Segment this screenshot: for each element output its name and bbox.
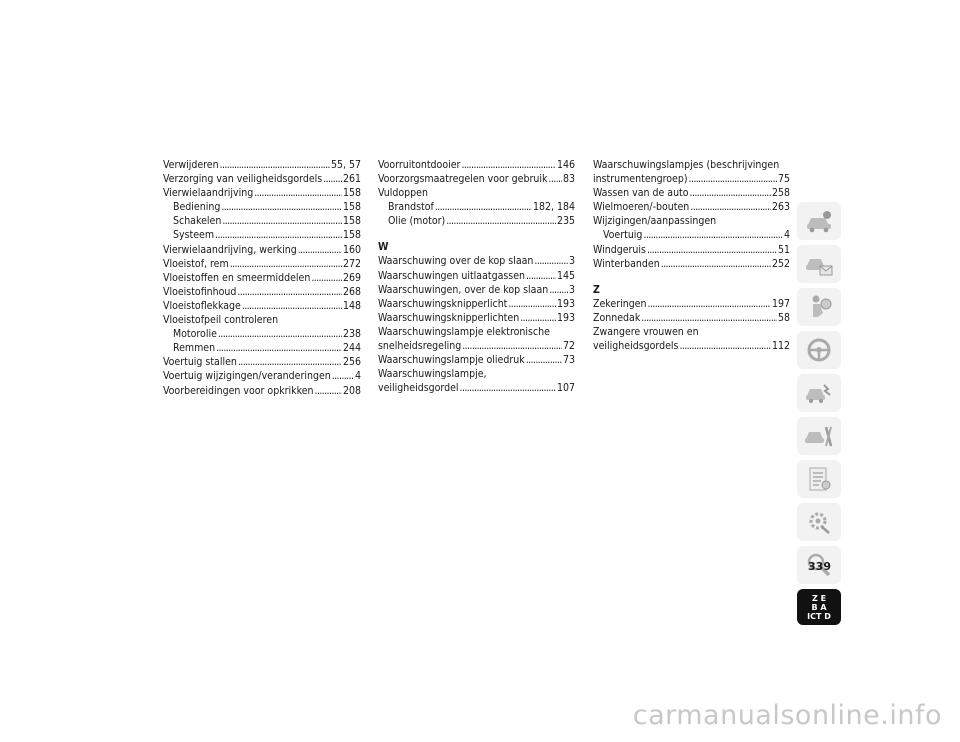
- entry-page-ref[interactable]: 193: [556, 297, 575, 310]
- dot-leader: [461, 158, 556, 172]
- entry-term: Wassen van de auto: [593, 187, 689, 200]
- entry-term: Zonnedak: [593, 311, 641, 324]
- entry-term: Motorolie: [173, 328, 217, 341]
- index-entry: [378, 297, 575, 311]
- entry-term: Voorbereidingen voor opkrikken: [163, 384, 314, 397]
- entry-term: Verzorging van veiligheidsgordels: [163, 173, 323, 186]
- index-entry: [163, 299, 361, 313]
- index-subentry: [163, 200, 361, 214]
- steering-wheel-icon: [804, 336, 834, 364]
- entry-page-ref[interactable]: 182, 184: [532, 201, 575, 214]
- index-entry: [378, 339, 575, 353]
- dot-leader: [332, 369, 354, 383]
- index-entry: [378, 353, 575, 367]
- index-entry: [163, 243, 361, 257]
- car-info-icon: [804, 207, 834, 235]
- index-entry: [163, 172, 361, 186]
- entry-page-ref[interactable]: 158: [342, 229, 361, 242]
- entry-term: Voertuig wijzigingen/veranderingen: [163, 370, 331, 383]
- dot-leader: [534, 254, 568, 268]
- index-entry: [378, 381, 575, 395]
- entry-page-ref[interactable]: 72: [562, 340, 575, 353]
- index-entry: Wijzigingen/aanpassingen: [593, 215, 717, 228]
- entry-page-ref[interactable]: 244: [342, 342, 361, 355]
- index-column-2: [378, 158, 575, 395]
- entry-page-ref[interactable]: 158: [342, 201, 361, 214]
- index-entry: Waarschuwingslampje,: [378, 368, 487, 381]
- index-entry: [163, 369, 361, 383]
- index-subentry: [593, 228, 790, 242]
- entry-page-ref[interactable]: 4: [783, 229, 790, 242]
- index-entry: [163, 285, 361, 299]
- entry-term: Olie (motor): [388, 215, 446, 228]
- tab-steering[interactable]: [797, 331, 841, 369]
- entry-page-ref[interactable]: 208: [342, 384, 361, 397]
- entry-page-ref[interactable]: 3: [568, 255, 575, 268]
- entry-term: Brandstof: [388, 201, 434, 214]
- index-entry: Vuldoppen: [378, 187, 428, 200]
- index-entry: [593, 200, 790, 214]
- index-entry: [378, 269, 575, 283]
- dot-leader: [254, 186, 342, 200]
- index-subentry: [163, 228, 361, 242]
- tab-crash[interactable]: [797, 374, 841, 412]
- tab-settings[interactable]: [797, 503, 841, 541]
- index-letter-heading: Z: [593, 283, 600, 296]
- entry-page-ref[interactable]: 252: [771, 257, 790, 270]
- entry-term: Schakelen: [173, 215, 222, 228]
- dot-leader: [462, 339, 562, 353]
- entry-term: Voertuig stallen: [163, 356, 237, 369]
- index-entry: [593, 186, 790, 200]
- index-entry: [163, 186, 361, 200]
- index-column-3: [593, 158, 790, 353]
- entry-term: Waarschuwingen uitlaatgassen: [378, 269, 526, 282]
- dot-leader: [690, 200, 771, 214]
- entry-term: Vierwielaandrijving: [163, 187, 254, 200]
- entry-page-ref[interactable]: 148: [342, 299, 361, 312]
- index-entry: [163, 271, 361, 285]
- index-entry: [593, 311, 790, 325]
- index-letter-heading: W: [378, 241, 389, 254]
- index-entry: [378, 172, 575, 186]
- entry-term: Vloeistof, rem: [163, 257, 229, 270]
- dot-leader: [230, 257, 342, 271]
- entry-term: Waarschuwingsknipperlicht: [378, 297, 508, 310]
- car-service-icon: [804, 422, 834, 450]
- entry-term: veiligheidsgordels: [593, 340, 679, 353]
- entry-page-ref[interactable]: 193: [556, 311, 575, 324]
- entry-page-ref[interactable]: 268: [342, 285, 361, 298]
- dot-leader: [216, 341, 342, 355]
- entry-term: Wielmoeren/-bouten: [593, 201, 690, 214]
- entry-page-ref[interactable]: 58: [777, 311, 790, 324]
- index-icon: Z E B A ICT D: [807, 593, 831, 621]
- entry-page-ref[interactable]: 145: [556, 269, 575, 282]
- index-entry: Vloeistofpeil controleren: [163, 314, 279, 327]
- index-entry: [163, 257, 361, 271]
- dot-leader: [218, 327, 342, 341]
- index-subentry: [163, 341, 361, 355]
- dot-leader: [526, 269, 556, 283]
- dot-leader: [298, 243, 342, 257]
- entry-page-ref[interactable]: 256: [342, 356, 361, 369]
- tab-checklist[interactable]: [797, 460, 841, 498]
- dot-leader: [238, 355, 342, 369]
- dot-leader: [315, 384, 342, 398]
- index-entry: Waarschuwingslampje elektronische: [378, 325, 550, 338]
- entry-page-ref[interactable]: 160: [342, 243, 361, 256]
- entry-term: Voorzorgsmaatregelen voor gebruik: [378, 173, 548, 186]
- entry-term: Vierwielaandrijving, werking: [163, 243, 297, 256]
- entry-page-ref[interactable]: 73: [562, 354, 575, 367]
- entry-term: instrumentengroep): [593, 173, 688, 186]
- dot-leader: [648, 297, 771, 311]
- entry-term: Waarschuwingslampje oliedruk: [378, 354, 525, 367]
- car-crash-icon: [804, 379, 834, 407]
- index-entry: [593, 339, 790, 353]
- entry-page-ref[interactable]: 3: [568, 283, 575, 296]
- dot-leader: [549, 283, 568, 297]
- tab-index[interactable]: [797, 589, 841, 625]
- entry-term: Voertuig: [603, 229, 643, 242]
- index-entry: Waarschuwingslampjes (beschrijvingen: [593, 159, 780, 171]
- dot-leader: [689, 172, 777, 186]
- page-number: 339: [808, 560, 831, 573]
- entry-page-ref[interactable]: 235: [556, 215, 575, 228]
- dot-leader: [446, 214, 556, 228]
- tab-car-info[interactable]: [797, 202, 841, 240]
- dot-leader: [323, 172, 342, 186]
- entry-term: Zekeringen: [593, 297, 647, 310]
- airbag-icon: [804, 293, 834, 321]
- tab-service[interactable]: [797, 417, 841, 455]
- entry-page-ref[interactable]: 158: [342, 187, 361, 200]
- entry-page-ref[interactable]: 75: [777, 173, 790, 186]
- entry-term: Verwijderen: [163, 159, 219, 171]
- entry-term: Remmen: [173, 342, 216, 355]
- tab-car-mail[interactable]: [797, 245, 841, 283]
- index-entry: [378, 158, 575, 172]
- dot-leader: [221, 200, 342, 214]
- entry-term: Winterbanden: [593, 257, 660, 270]
- index-entry: [593, 172, 790, 186]
- dot-leader: [643, 228, 783, 242]
- entry-term: Vloeistoflekkage: [163, 299, 241, 312]
- dot-leader: [661, 257, 771, 271]
- entry-page-ref[interactable]: 83: [562, 173, 575, 186]
- index-entry: [163, 355, 361, 369]
- dot-leader: [548, 172, 562, 186]
- index-entry: [378, 311, 575, 325]
- dot-leader: [690, 186, 771, 200]
- entry-page-ref[interactable]: 197: [771, 297, 790, 310]
- dot-leader: [215, 228, 342, 242]
- entry-page-ref[interactable]: 258: [771, 187, 790, 200]
- dot-leader: [526, 353, 562, 367]
- entry-page-ref[interactable]: 263: [771, 201, 790, 214]
- index-entry: [163, 158, 361, 172]
- dot-leader: [242, 299, 342, 313]
- dot-leader: [679, 339, 771, 353]
- index-entry: [593, 257, 790, 271]
- index-entry: Zwangere vrouwen en: [593, 325, 699, 338]
- entry-page-ref[interactable]: 146: [556, 159, 575, 171]
- index-entry: [593, 297, 790, 311]
- entry-term: Vloeistofinhoud: [163, 285, 237, 298]
- dot-leader: [520, 311, 556, 325]
- entry-term: Waarschuwing over de kop slaan: [378, 255, 534, 268]
- dot-leader: [647, 243, 777, 257]
- dot-leader: [222, 214, 342, 228]
- index-column-1: [163, 158, 361, 398]
- dot-leader: [641, 311, 777, 325]
- entry-page-ref[interactable]: 272: [342, 257, 361, 270]
- index-entry: [378, 283, 575, 297]
- index-subentry: [378, 200, 575, 214]
- entry-term: Systeem: [173, 229, 215, 242]
- entry-term: veiligheidsgordel: [378, 382, 459, 395]
- car-mail-icon: [804, 250, 834, 278]
- entry-page-ref[interactable]: 261: [342, 173, 361, 186]
- watermark: carmanualsonline.info: [632, 700, 942, 731]
- entry-page-ref[interactable]: 238: [342, 328, 361, 341]
- entry-term: snelheidsregeling: [378, 340, 462, 353]
- index-subentry: [163, 214, 361, 228]
- entry-term: Windgeruis: [593, 243, 646, 256]
- entry-term: Bediening: [173, 201, 221, 214]
- entry-page-ref[interactable]: 269: [342, 271, 361, 284]
- index-entry: [378, 254, 575, 268]
- entry-page-ref[interactable]: 112: [771, 340, 790, 353]
- dot-leader: [237, 285, 342, 299]
- entry-term: Waarschuwingsknipperlichten: [378, 311, 520, 324]
- dot-leader: [508, 297, 556, 311]
- entry-page-ref[interactable]: 51: [777, 243, 790, 256]
- entry-term: Vloeistoffen en smeermiddelen: [163, 271, 311, 284]
- entry-page-ref[interactable]: 158: [342, 215, 361, 228]
- dot-leader: [460, 381, 556, 395]
- entry-page-ref[interactable]: 4: [354, 370, 361, 383]
- index-entry: [163, 384, 361, 398]
- entry-term: Voorruitontdooier: [378, 159, 461, 171]
- index-subentry: [378, 214, 575, 228]
- entry-page-ref[interactable]: 55, 57: [330, 159, 361, 171]
- index-subentry: [163, 327, 361, 341]
- dot-leader: [435, 200, 532, 214]
- index-entry: [593, 243, 790, 257]
- dot-leader: [311, 271, 342, 285]
- dot-leader: [220, 158, 330, 172]
- entry-page-ref[interactable]: 107: [556, 382, 575, 395]
- tab-airbag[interactable]: [797, 288, 841, 326]
- car-settings-icon: [804, 508, 834, 536]
- entry-term: Waarschuwingen, over de kop slaan: [378, 283, 549, 296]
- checklist-icon: [804, 465, 834, 493]
